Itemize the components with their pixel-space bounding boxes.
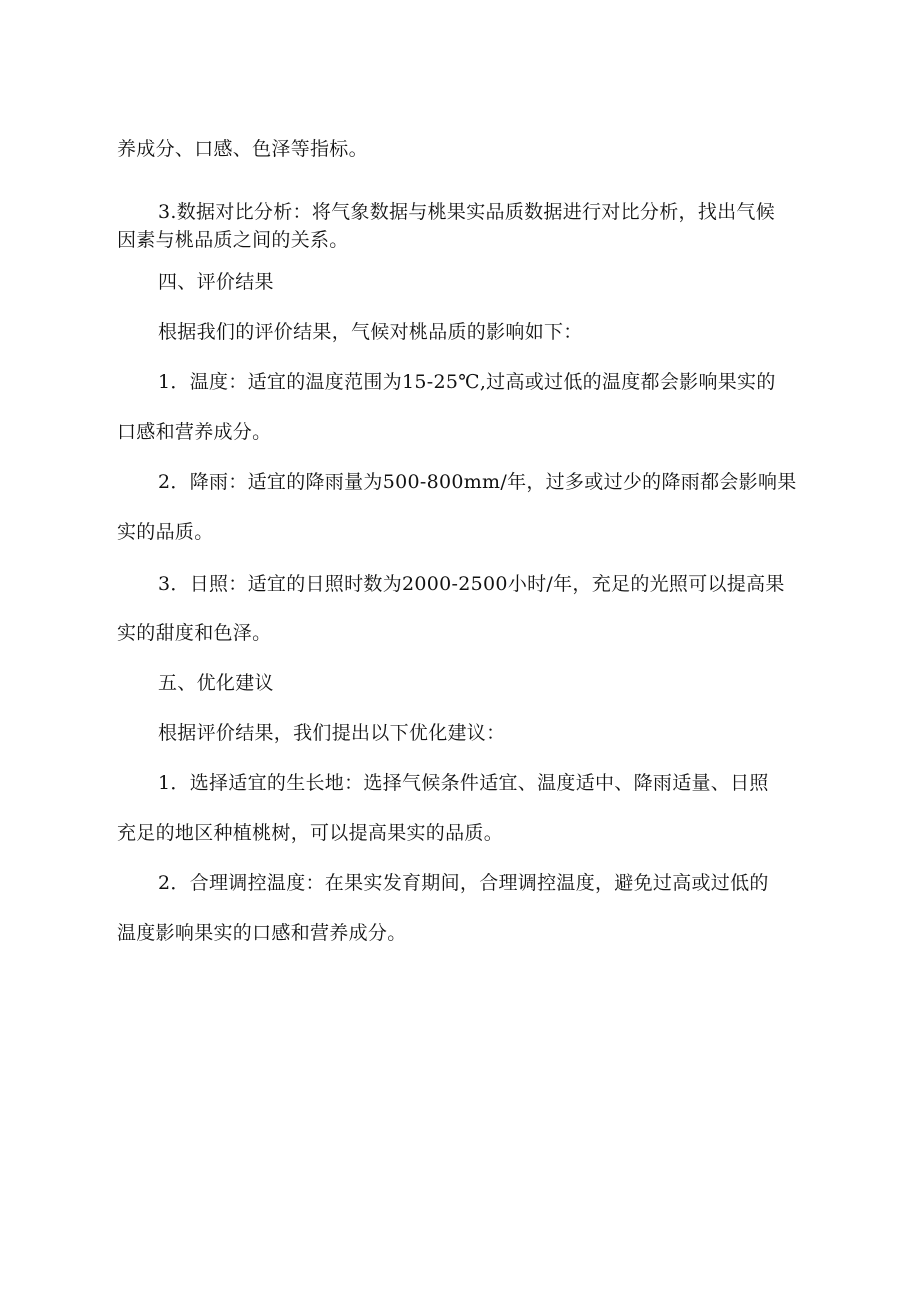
list-item-line: 3.数据对比分析：将气象数据与桃果实品质数据进行对比分析，找出气候 bbox=[158, 201, 776, 223]
paragraph-line: 根据我们的评价结果，气候对桃品质的影响如下： bbox=[158, 321, 583, 343]
paragraph-line: 充足的地区种植桃树，可以提高果实的品质。 bbox=[117, 822, 504, 844]
list-item-line: 2．合理调控温度：在果实发育期间，合理调控温度，避免过高或过低的 bbox=[158, 872, 769, 894]
paragraph-line: 口感和营养成分。 bbox=[117, 421, 272, 443]
paragraph-line: 实的甜度和色泽。 bbox=[117, 622, 272, 644]
paragraph-line: 因素与桃品质之间的关系。 bbox=[117, 229, 349, 251]
paragraph-line: 实的品质。 bbox=[117, 521, 214, 543]
list-item-line: 2．降雨：适宜的降雨量为500-800mm/年，过多或过少的降雨都会影响果 bbox=[158, 471, 797, 493]
section-heading: 四、评价结果 bbox=[158, 271, 274, 293]
list-item-line: 1．温度：适宜的温度范围为15-25℃,过高或过低的温度都会影响果实的 bbox=[158, 371, 776, 393]
section-heading: 五、优化建议 bbox=[158, 672, 274, 694]
paragraph-line: 养成分、口感、色泽等指标。 bbox=[117, 138, 368, 160]
list-item-line: 3．日照：适宜的日照时数为2000-2500小时/年，充足的光照可以提高果 bbox=[158, 573, 785, 595]
paragraph-line: 根据评价结果，我们提出以下优化建议： bbox=[158, 722, 506, 744]
paragraph-line: 温度影响果实的口感和营养成分。 bbox=[117, 922, 407, 944]
list-item-line: 1．选择适宜的生长地：选择气候条件适宜、温度适中、降雨适量、日照 bbox=[158, 772, 769, 794]
